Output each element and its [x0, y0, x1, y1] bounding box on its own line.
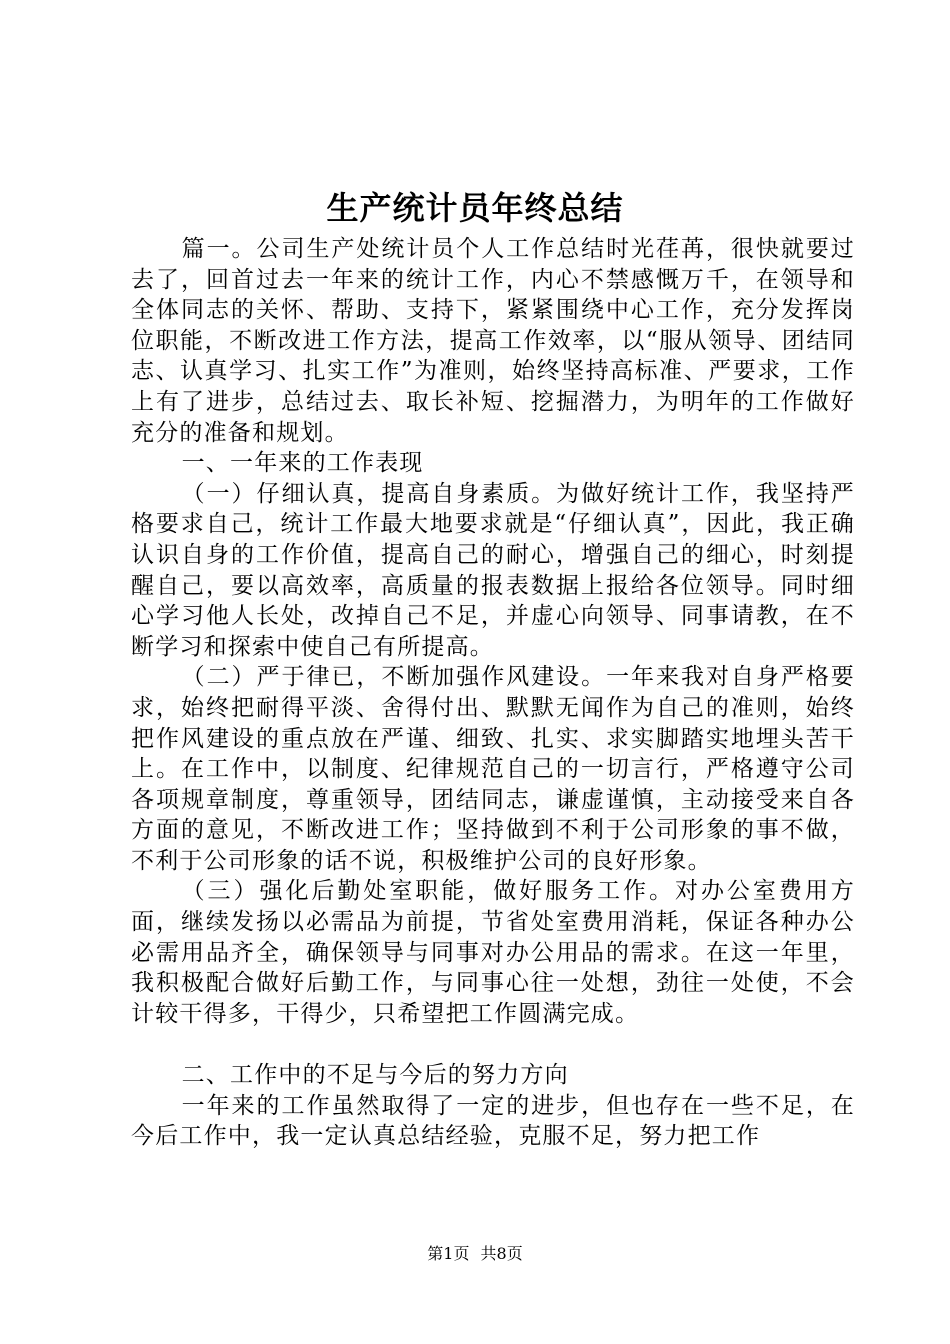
section-heading-1: 一、一年来的工作表现 [181, 450, 424, 477]
paragraph-sub-2: （二）严于律已，不断加强作风建设。一年来我对自身严格要求，始终把耐得平淡、舍得付出、默默无闻作为自己的准则，始终把作风建设的重点放在严谨、细致、扎实、求实脚踏实地埋头苦干上。在工作中，以制度、纪律规范自己的一切言行，严格遵守公司各项规章制度，尊重领导，团结同志，谦虚谨慎，主动接受来自各方面的意见，不断改进工作；坚持做到不利于公司形象的事不做，不利于公司形象的话不说，积极维护公司的良好形象。 [131, 664, 855, 874]
paragraph-sub-3: （三）强化后勤处室职能，做好服务工作。对办公室费用方面，继续发扬以必需品为前提，节省处室费用消耗，保证各种办公必需用品齐全，确保领导与同事对办公用品的需求。在这一年里，我积极配合做好后勤工作，与同事心往一处想，劲往一处使，不会计较干得多，干得少，只希望把工作圆满完成。 [131, 878, 855, 1027]
page-number: 第1页 [427, 1244, 470, 1263]
paragraph-sub-1: （一）仔细认真，提高自身素质。为做好统计工作，我坚持严格要求自己，统计工作最大地要求就是“仔细认真”，因此，我正确认识自身的工作价值，提高自己的耐心，增强自己的细心，时刻提醒自己，要以高效率，高质量的报表数据上报给各位领导。同时细心学习他人长处，改掉自己不足，并虚心向领导、同事请教，在不断学习和探索中使自己有所提高。 [131, 480, 855, 660]
page-footer [0, 1243, 950, 1265]
section-heading-2: 二、工作中的不足与今后的努力方向 [181, 1062, 569, 1089]
paragraph-closing: 一年来的工作虽然取得了一定的进步，但也存在一些不足，在今后工作中，我一定认真总结经验，克服不足，努力把工作 [131, 1092, 855, 1150]
document-title: 生产统计员年终总结 [326, 189, 624, 227]
document-body [131, 234, 855, 1152]
paragraph-intro: 篇一。公司生产处统计员个人工作总结时光荏苒，很快就要过去了，回首过去一年来的统计工作，内心不禁感慨万千，在领导和全体同志的关怀、帮助、支持下，紧紧围绕中心工作，充分发挥岗位职能，不断改进工作方法，提高工作效率，以“服从领导、团结同志、认真学习、扎实工作”为准则，始终坚持高标准、严要求，工作上有了进步，总结过去、取长补短、挖掘潜力，为明年的工作做好充分的准备和规划。 [131, 236, 855, 446]
paragraph-spacer [131, 1029, 855, 1060]
page-total: 共8页 [480, 1244, 523, 1263]
